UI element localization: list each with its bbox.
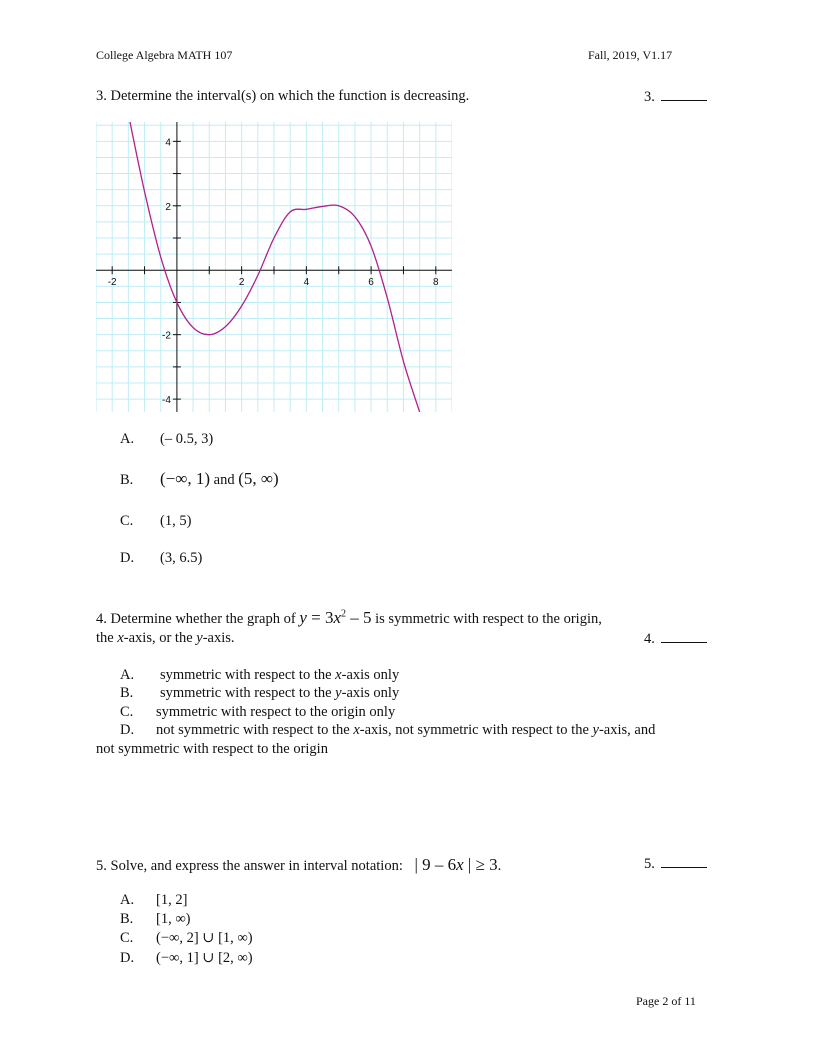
choice-text: not symmetric with respect to the xyxy=(156,722,354,738)
choice-text: symmetric with respect to the xyxy=(160,685,336,701)
eq-coef: = 3 xyxy=(306,608,334,627)
x-tick-label: 8 xyxy=(433,277,439,289)
q4-line2-a: the xyxy=(96,630,118,646)
q3-answer-blank[interactable] xyxy=(661,88,707,101)
choice-letter: C. xyxy=(120,930,134,946)
q5-choice-b[interactable] xyxy=(120,911,191,928)
q4-choice-d-line2: not symmetric with respect to the origin xyxy=(96,741,328,757)
eq-var-y: y xyxy=(299,608,307,627)
q5-answer-blank[interactable] xyxy=(661,855,707,868)
choice-var-2: y xyxy=(592,722,599,738)
q5-expr-a: | 9 – 6 xyxy=(414,855,457,874)
q3-function-graph xyxy=(96,122,452,412)
function-curve xyxy=(130,122,420,412)
choice-letter: A. xyxy=(120,667,135,683)
q5-expr-var: x xyxy=(456,855,464,874)
choice-var: x xyxy=(353,722,360,738)
q3-choice-d[interactable] xyxy=(120,550,202,567)
choice-text: (3, 6.5) xyxy=(160,550,203,566)
choice-text-end: -axis, and xyxy=(598,722,656,738)
choice-letter: B. xyxy=(120,472,134,488)
choice-var: x xyxy=(335,667,342,683)
choice-letter: A. xyxy=(120,431,135,447)
choice-letter: A. xyxy=(120,892,135,908)
choice-text-mid: -axis, not symmetric with respect to the xyxy=(359,722,593,738)
q4-line2-x: x xyxy=(117,630,124,646)
q4-number: 4. xyxy=(644,631,655,647)
choice-text: symmetric with respect to the xyxy=(160,667,336,683)
q5-choice-d[interactable] xyxy=(120,950,253,967)
choice-letter: C. xyxy=(120,704,134,720)
choice-letter: D. xyxy=(120,550,135,566)
eq-constant: – 5 xyxy=(346,608,372,627)
q4-equation xyxy=(299,608,371,627)
q4-line2-c: -axis. xyxy=(202,630,235,646)
choice-letter: B. xyxy=(120,911,134,927)
y-tick-label: 2 xyxy=(165,201,171,213)
q3-answer-line[interactable] xyxy=(644,88,707,106)
q5-choice-a[interactable] xyxy=(120,892,187,909)
q4-prompt-line2 xyxy=(96,630,235,647)
q4-line2-b: -axis, or the xyxy=(123,630,197,646)
choice-letter: B. xyxy=(120,685,134,701)
choice-text: [1, 2] xyxy=(156,892,188,908)
y-tick-label: -2 xyxy=(162,330,171,342)
choice-text: (−∞, 2] ∪ [1, ∞) xyxy=(156,930,253,946)
y-tick-label: 4 xyxy=(165,137,171,149)
eq-var-x: x xyxy=(333,608,342,627)
x-tick-label: 2 xyxy=(238,277,245,289)
q3-choice-b[interactable] xyxy=(120,469,279,489)
q3-number: 3. xyxy=(644,89,655,105)
choice-letter: C. xyxy=(120,513,134,529)
q3-choice-c[interactable] xyxy=(120,513,191,530)
q4-choice-c[interactable] xyxy=(120,704,395,721)
q4-choice-d[interactable] xyxy=(120,722,655,739)
q5-expression xyxy=(414,855,497,874)
q5-choice-c[interactable] xyxy=(120,930,253,947)
q4-choice-a[interactable] xyxy=(120,667,399,684)
graph-tick-labels xyxy=(108,137,439,406)
q5-number: 5. xyxy=(644,856,655,872)
page-number: Page 2 of 11 xyxy=(636,994,696,1008)
course-header: College Algebra MATH 107 xyxy=(96,48,233,62)
q5-expr-b: | ≥ 3 xyxy=(463,855,498,874)
q5-prompt: 5. Solve, and express the answer in interval notation: xyxy=(96,858,403,874)
choice-text: (1, 5) xyxy=(160,513,192,529)
y-tick-label: -4 xyxy=(162,395,171,407)
choice-text: (– 0.5, 3) xyxy=(160,431,214,447)
choice-letter: D. xyxy=(120,722,135,738)
choice-interval-1: (−∞, 1) xyxy=(160,469,211,488)
q4-answer-blank[interactable] xyxy=(661,630,707,643)
q4-choice-b[interactable] xyxy=(120,685,399,702)
choice-text-end: -axis only xyxy=(341,685,400,701)
choice-letter: D. xyxy=(120,950,135,966)
q5-period: . xyxy=(497,858,502,874)
x-tick-label: -2 xyxy=(107,277,117,289)
choice-text-end: -axis only xyxy=(341,667,400,683)
x-tick-label: 6 xyxy=(368,277,374,289)
term-header: Fall, 2019, V1.17 xyxy=(588,48,673,62)
q4-prompt-post: is symmetric with respect to the origin, xyxy=(375,611,602,627)
q4-prompt xyxy=(96,608,602,628)
q5-answer-line[interactable] xyxy=(644,855,707,873)
choice-var: y xyxy=(335,685,342,701)
choice-joiner: and xyxy=(213,472,235,488)
q4-prompt-pre: 4. Determine whether the graph of xyxy=(96,611,296,627)
x-tick-label: 4 xyxy=(303,277,310,289)
choice-text: [1, ∞) xyxy=(156,911,191,927)
choice-interval-2: (5, ∞) xyxy=(238,469,279,488)
q4-line2-y: y xyxy=(196,630,203,646)
q5-prompt-line xyxy=(96,855,501,875)
choice-text: symmetric with respect to the origin only xyxy=(156,704,396,720)
q4-answer-line[interactable] xyxy=(644,630,707,648)
q3-prompt: 3. Determine the interval(s) on which the function is decreasing. xyxy=(96,88,470,104)
eq-exponent: 2 xyxy=(341,608,347,620)
q3-choice-a[interactable] xyxy=(120,431,213,448)
choice-text: (−∞, 1] ∪ [2, ∞) xyxy=(156,950,253,966)
